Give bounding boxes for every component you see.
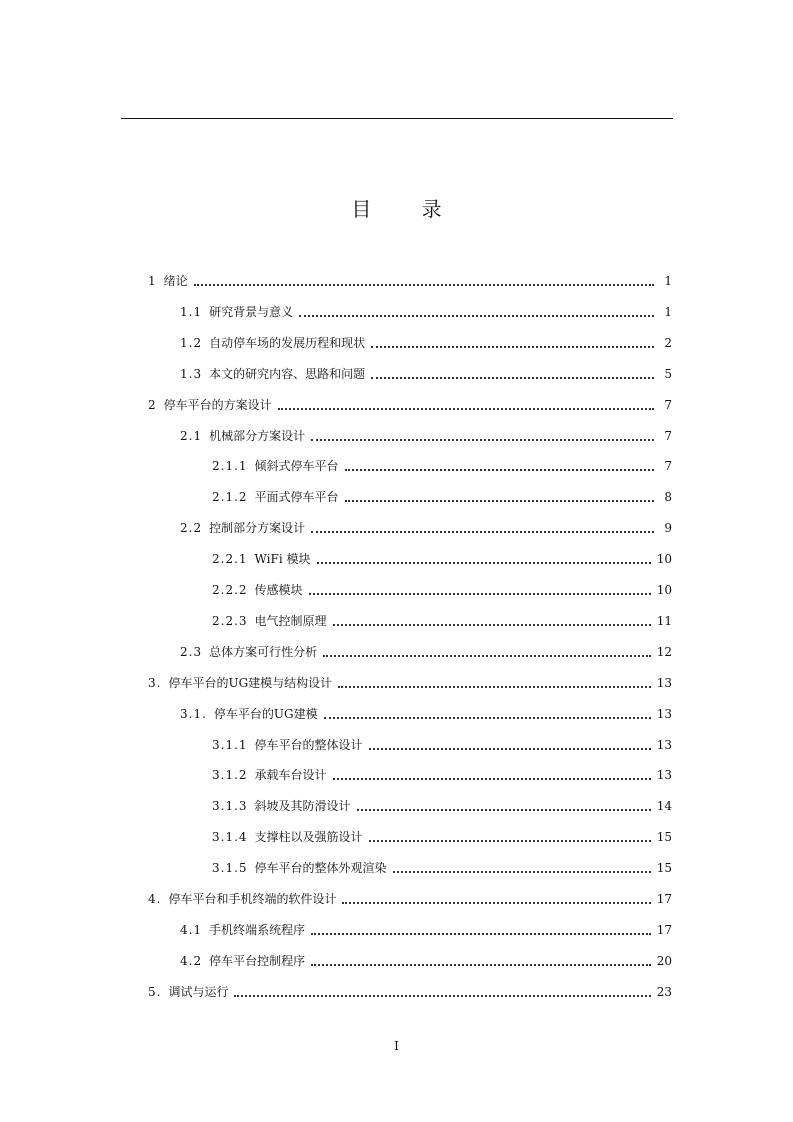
toc-entry-page: 14 [656, 799, 672, 814]
toc-entry-page: 7 [664, 428, 672, 443]
toc-entry-label: 自动停车场的发展历程和现状 [209, 335, 366, 350]
toc-entry-page: 1 [664, 304, 672, 319]
toc-dot-leader [234, 995, 650, 997]
toc-entry-number: 3.1.3 [212, 799, 248, 814]
toc-entry-page: 13 [656, 675, 672, 690]
toc-entry-label: 总体方案可行性分析 [209, 644, 318, 659]
toc-entry-number: 5. [148, 984, 162, 999]
toc-entry-number: 3. [148, 675, 162, 690]
toc-entry-label: 斜坡及其防滑设计 [254, 799, 351, 814]
toc-entry-label: 手机终端系统程序 [209, 922, 306, 937]
toc-entry-number: 2.1.1 [212, 459, 248, 474]
toc-entry[interactable] [148, 393, 672, 413]
toc-entry-number: 2.3 [180, 644, 203, 659]
toc-entry[interactable] [212, 856, 672, 876]
toc-dot-leader [311, 439, 654, 441]
page-number: I [394, 1039, 399, 1053]
toc-dot-leader [338, 686, 651, 688]
toc-entry[interactable] [212, 733, 672, 753]
toc-entry-page: 15 [656, 830, 672, 845]
toc-entry-number: 3.1.5 [212, 861, 248, 876]
toc-entry-page: 7 [664, 459, 672, 474]
toc-entry-label: 绪论 [163, 274, 188, 288]
toc-entry[interactable] [212, 763, 672, 783]
toc-entry-number: 3.1.1 [212, 737, 248, 752]
toc-entry[interactable] [212, 794, 672, 814]
toc-entry[interactable] [212, 454, 672, 474]
toc-entry[interactable] [212, 609, 672, 629]
toc-entry-page: 13 [656, 768, 672, 783]
toc-entry-page: 5 [664, 366, 672, 381]
toc-entry-label: 停车平台和手机终端的软件设计 [168, 892, 337, 906]
toc-entry-page: 2 [664, 335, 672, 350]
toc-dot-leader [369, 840, 651, 842]
toc-entry[interactable] [212, 485, 672, 505]
toc-entry-number: 1.1 [180, 304, 203, 319]
toc-entry-page: 17 [656, 892, 672, 906]
toc-entry-page: 7 [664, 397, 672, 412]
toc-entry-label: 研究背景与意义 [209, 304, 294, 319]
toc-entry[interactable] [148, 887, 672, 907]
toc-entry-number: 3.1. [180, 706, 207, 721]
toc-dot-leader [309, 593, 651, 595]
toc-entry-label: 承载车台设计 [254, 768, 327, 783]
toc-entry-number: 2 [148, 397, 157, 412]
toc-dot-leader [278, 408, 654, 410]
toc-dot-leader [324, 717, 651, 719]
toc-dot-leader [299, 315, 654, 317]
toc-entry-label: 停车平台的整体设计 [254, 737, 363, 752]
toc-entry-label: 机械部分方案设计 [209, 428, 306, 443]
toc-entry-number: 3.1.2 [212, 768, 248, 783]
toc-dot-leader [311, 933, 651, 935]
toc-dot-leader [333, 778, 651, 780]
toc-entry[interactable] [212, 825, 672, 845]
toc-entry-label: 传感模块 [254, 583, 303, 597]
toc-entry[interactable] [180, 516, 672, 536]
toc-entry[interactable] [148, 269, 672, 289]
toc-entry-number: 1 [148, 274, 157, 288]
toc-entry-page: 9 [664, 521, 672, 536]
toc-entry-page: 8 [664, 490, 672, 505]
toc-entry-page: 17 [656, 922, 672, 937]
toc-entry-page: 13 [656, 737, 672, 752]
toc-entry-page: 1 [664, 274, 672, 288]
toc-dot-leader [371, 346, 654, 348]
toc-entry-label: 本文的研究内容、思路和问题 [209, 366, 366, 381]
toc-dot-leader [393, 871, 651, 873]
toc-dot-leader [333, 624, 651, 626]
toc-entry-label: 停车平台的UG建模与结构设计 [168, 675, 333, 690]
toc-entry-label: 停车平台的整体外观渲染 [254, 861, 387, 876]
toc-entry-label: 倾斜式停车平台 [254, 459, 339, 474]
toc-entry-label: 停车平台控制程序 [209, 953, 306, 968]
toc-entry-label: 平面式停车平台 [254, 490, 339, 505]
toc-entry-page: 13 [656, 706, 672, 721]
toc-dot-leader [371, 377, 654, 379]
toc-entry-page: 20 [656, 953, 672, 968]
toc-entry-number: 2.2.1 [212, 552, 248, 567]
toc-entry-number: 2.2 [180, 521, 203, 536]
toc-entry-number: 3.1.4 [212, 830, 248, 845]
toc-dot-leader [311, 964, 651, 966]
toc-dot-leader [311, 531, 654, 533]
toc-entry[interactable] [180, 362, 672, 382]
toc-entry-number: 2.2.2 [212, 583, 248, 597]
toc-entry[interactable] [180, 918, 672, 938]
toc-entry[interactable] [180, 949, 672, 969]
toc-entry[interactable] [180, 702, 672, 722]
toc-entry-label: 停车平台的UG建模 [213, 706, 318, 721]
toc-entry[interactable] [212, 578, 672, 598]
toc-entry-label: 调试与运行 [168, 984, 229, 999]
toc-entry[interactable] [212, 547, 672, 567]
toc-entry-label: 停车平台的方案设计 [163, 397, 272, 412]
toc-entry-label: 支撑柱以及强筋设计 [254, 830, 363, 845]
toc-entry[interactable] [148, 980, 672, 1000]
toc-entry-number: 1.2 [180, 335, 203, 350]
toc-entry-number: 2.1.2 [212, 490, 248, 505]
toc-dot-leader [357, 809, 651, 811]
toc-entry-number: 2.1 [180, 428, 203, 443]
toc-title: 目 录 [351, 197, 464, 221]
toc-dot-leader [342, 902, 650, 904]
toc-entry-page: 23 [656, 984, 672, 999]
toc-entry-page: 15 [656, 861, 672, 876]
toc-dot-leader [317, 562, 651, 564]
toc-entry-number: 4.2 [180, 953, 203, 968]
toc-dot-leader [345, 500, 654, 502]
toc-dot-leader [369, 748, 651, 750]
toc-entry-number: 2.2.3 [212, 613, 248, 628]
toc-entry[interactable] [180, 640, 672, 660]
toc-entry-number: 4. [148, 892, 162, 906]
toc-entry-label: 电气控制原理 [254, 613, 327, 628]
toc-entry-number: 1.3 [180, 366, 203, 381]
toc-entry-number: 4.1 [180, 922, 203, 937]
toc-dot-leader [345, 469, 654, 471]
toc-entry[interactable] [180, 300, 672, 320]
toc-entry-page: 10 [656, 583, 672, 597]
toc-dot-leader [194, 284, 654, 286]
toc-entry[interactable] [148, 671, 672, 691]
toc-entry[interactable] [180, 424, 672, 444]
toc-entry-page: 10 [656, 552, 672, 567]
toc-entry[interactable] [180, 331, 672, 351]
toc-entry-page: 11 [656, 613, 672, 628]
toc-entry-label: WiFi 模块 [254, 552, 311, 567]
toc-entry-label: 控制部分方案设计 [209, 521, 306, 536]
toc-entry-page: 12 [656, 644, 672, 659]
toc-dot-leader [323, 655, 651, 657]
